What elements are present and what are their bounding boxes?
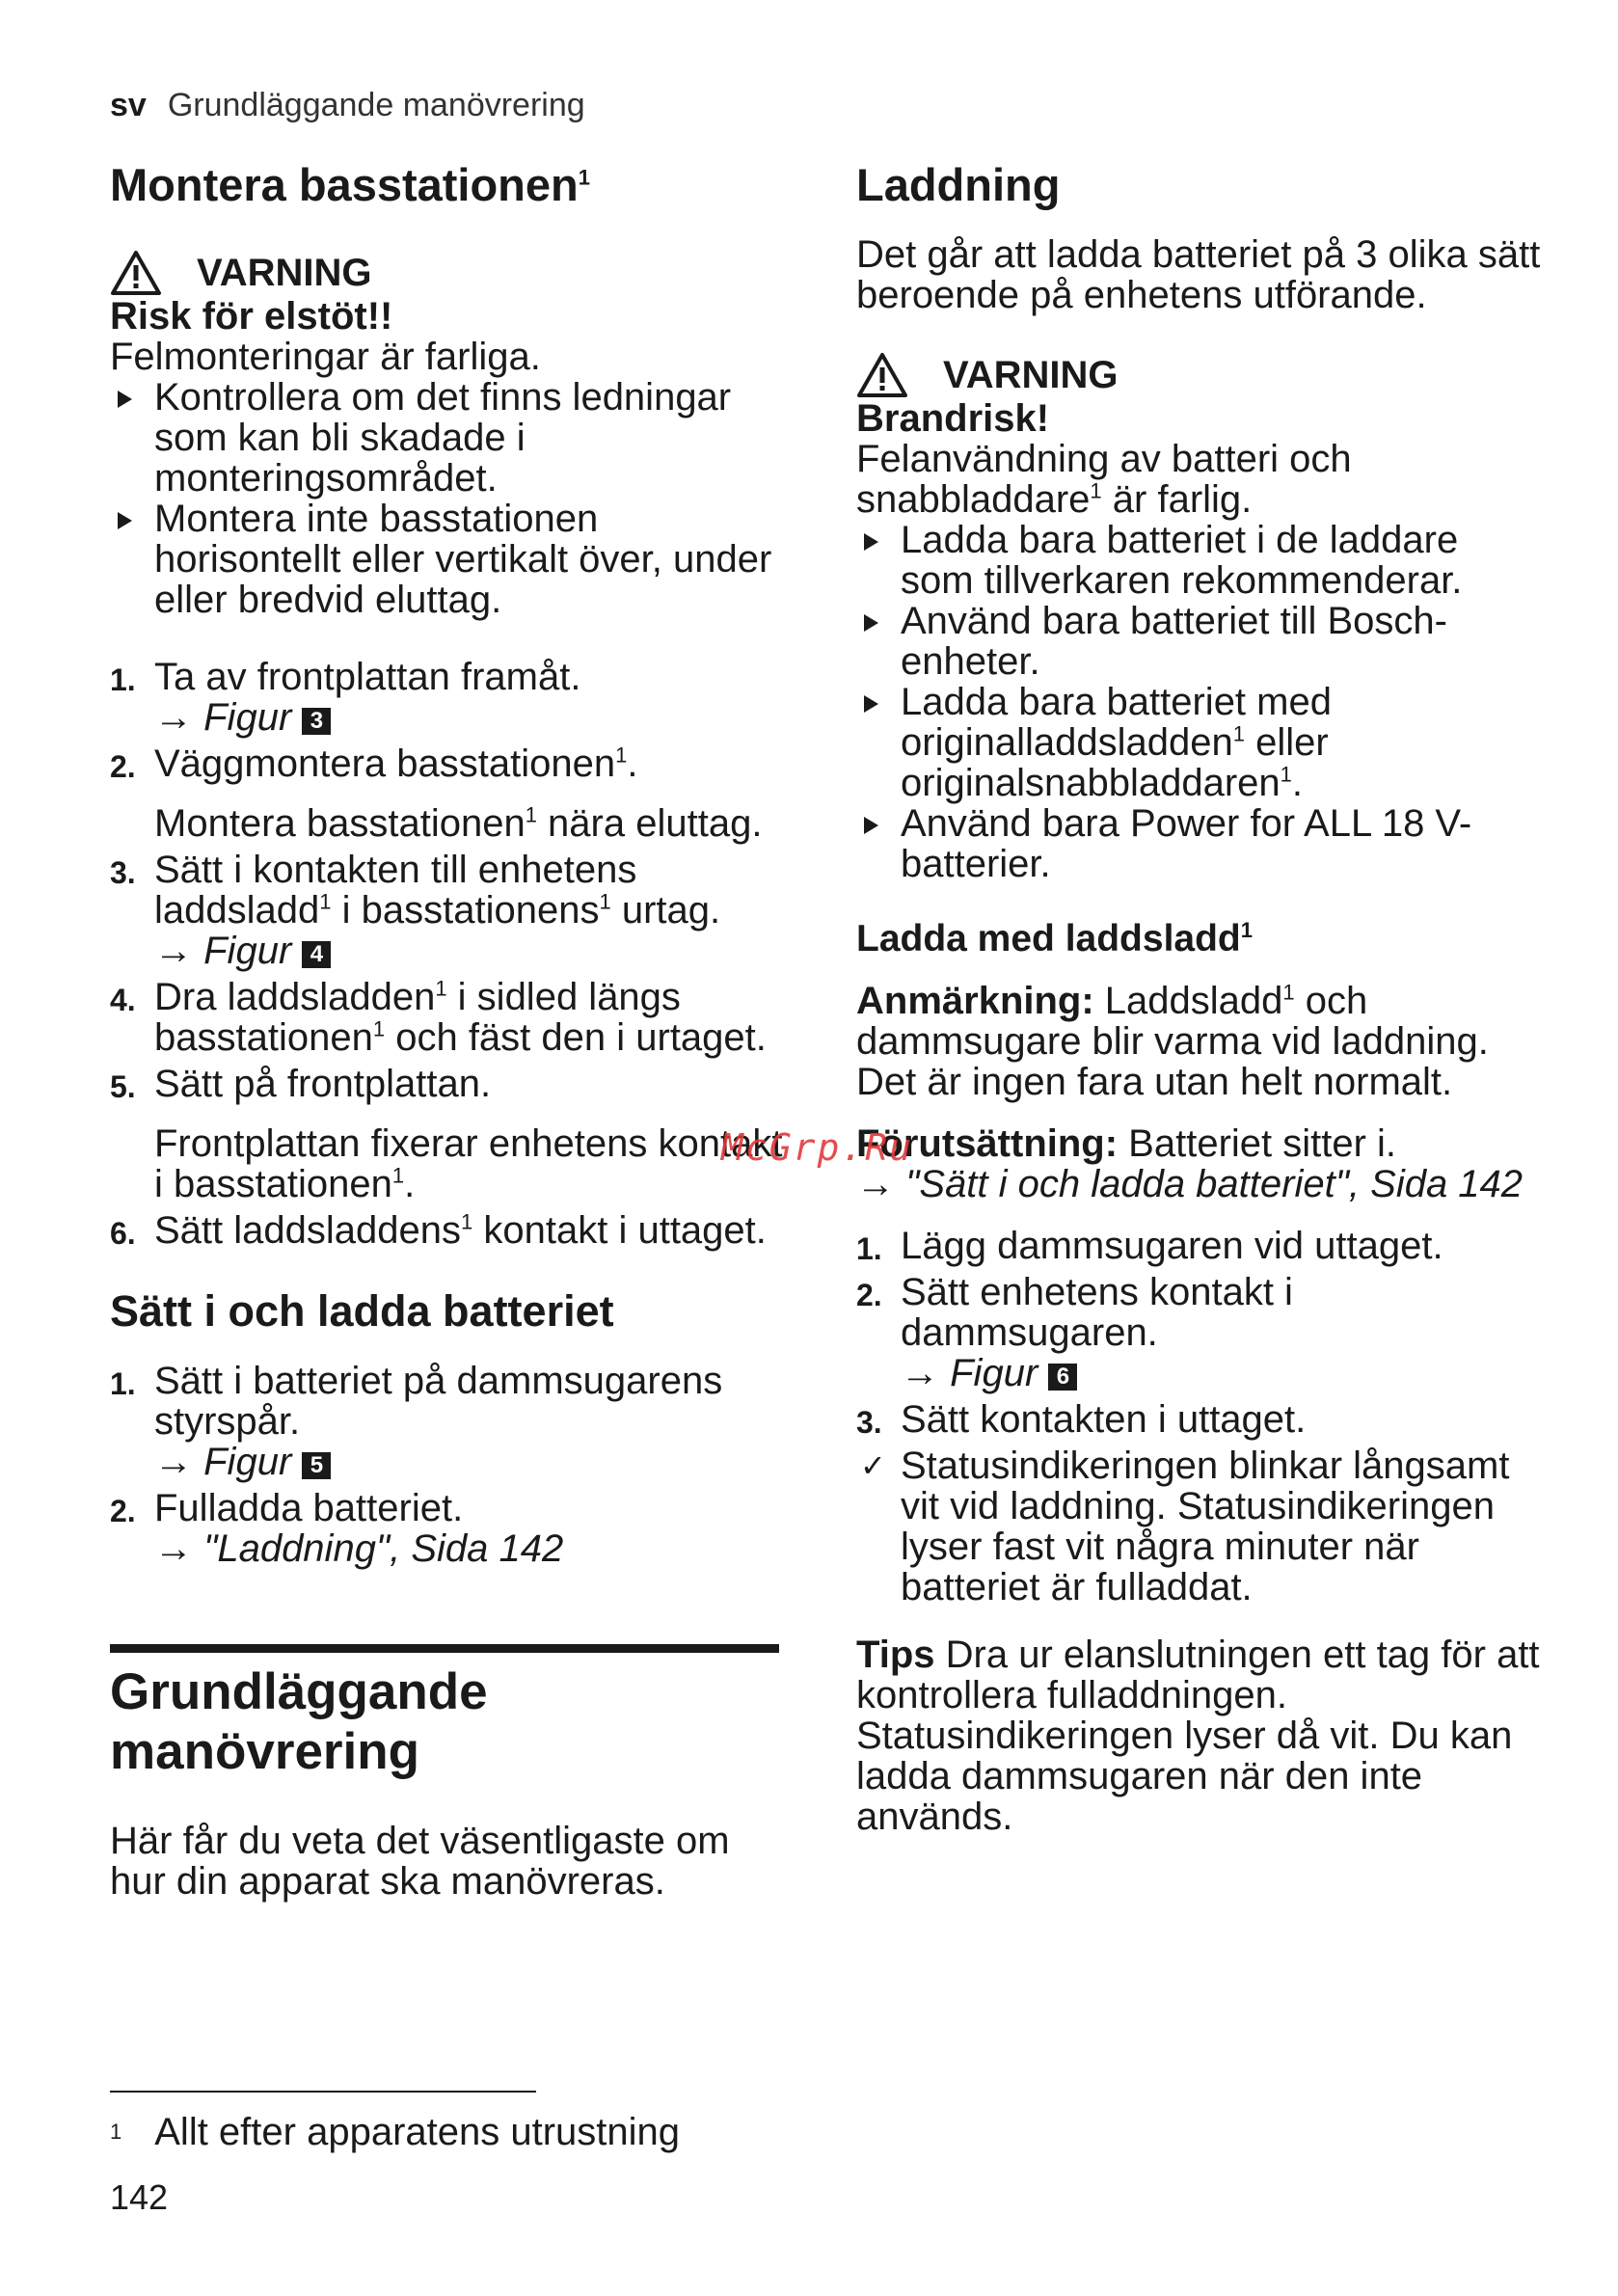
- list-item: Använd bara batteriet till Bosch-enheter.: [856, 601, 1541, 682]
- warning-heading: [856, 352, 1541, 398]
- figure-number-badge: 6: [1048, 1364, 1077, 1391]
- step-item: 1. Lägg dammsugaren vid uttaget.: [856, 1225, 1443, 1267]
- warning-list: [856, 520, 1541, 884]
- result-item: ✓ Statusindikeringen blinkar långsamt vit vid laddning. Statusindikeringen lyser fast vit några minuter när batteriet är fulladdat.: [860, 1445, 1510, 1608]
- step-item: 2. Väggmontera basstationen$^1$. Montera basstationen$^1$ nära eluttag.: [110, 743, 785, 844]
- step-item: 1. Sätt i batteriet på dammsugarens styrspår. → Figur 5: [110, 1361, 785, 1482]
- figure-number-badge: 4: [302, 941, 331, 968]
- triangle-bullet-icon: [118, 391, 132, 408]
- step-item: 6. Sätt laddsladdens$^1$ kontakt i uttaget.: [110, 1209, 767, 1252]
- left-column: [110, 159, 785, 1902]
- list-item: Ladda bara batteriet med originalladdsladden$^1$ eller originalsnabbladdaren$^1$.: [856, 682, 1541, 803]
- cable-steps: [856, 1226, 1541, 1607]
- section-title-charging: Laddning: [856, 159, 1061, 210]
- warning-label: VARNING: [943, 354, 1119, 396]
- list-item: Använd bara Power for ALL 18 V-batterier.: [856, 803, 1541, 884]
- risk-text: Brandrisk!: [856, 397, 1050, 440]
- triangle-bullet-icon: [864, 533, 878, 551]
- figure-reference[interactable]: → Figur 6: [901, 1353, 1541, 1393]
- insert-steps: [110, 1361, 785, 1569]
- footnote: $^1$ Allt efter apparatens utrustning: [110, 2111, 681, 2153]
- chapter-title: Grundläggande manövrering: [167, 87, 585, 123]
- page-number: 142: [110, 2177, 169, 2217]
- figure-reference[interactable]: → Figur 5: [154, 1442, 785, 1482]
- step-item: 1. Ta av frontplattan framåt. → Figur 3: [110, 657, 785, 738]
- language-code: sv: [110, 87, 147, 123]
- step-note: Montera basstationen$^1$ nära eluttag.: [154, 802, 763, 845]
- tips-paragraph: Tips Dra ur elanslutningen ett tag för att kontrollera fulladdningen. Statusindikeringen lyser då vit. Du kan ladda dammsugaren när den inte används.: [856, 1634, 1540, 1838]
- charging-intro: Det går att ladda batteriet på 3 olika sätt beroende på enhetens utförande.: [856, 233, 1541, 316]
- chapter-heading: Grundläggande manövrering: [110, 1663, 488, 1780]
- warning-intro: Felmonteringar är farliga.: [110, 336, 541, 378]
- list-item: Kontrollera om det finns ledningar som kan bli skadade i monteringsområdet.: [110, 377, 785, 499]
- warning-icon: [856, 352, 908, 398]
- chapter-divider: [110, 1644, 779, 1653]
- step-item: 4. Dra laddsladden$^1$ i sidled längs basstationen$^1$ och fäst den i urtaget.: [110, 976, 767, 1059]
- list-item: Ladda bara batteriet i de laddare som tillverkaren rekommenderar.: [856, 520, 1541, 601]
- section-title-cable: Ladda med laddsladd$^1$: [856, 918, 1253, 959]
- warning-icon: [110, 250, 162, 296]
- warning-list: [110, 377, 785, 620]
- prerequisite-paragraph: Förutsättning: Batteriet sitter i.: [856, 1122, 1397, 1165]
- figure-reference[interactable]: → Figur 3: [154, 697, 785, 738]
- step-item: 2. Sätt enhetens kontakt i dammsugaren. → Figur 6: [856, 1272, 1541, 1393]
- list-item: Montera inte basstationen horisontellt eller vertikalt över, under eller bredvid eluttag.: [110, 499, 785, 620]
- step-item: 3. Sätt kontakten i uttaget.: [856, 1398, 1307, 1441]
- figure-number-badge: 3: [302, 708, 331, 735]
- triangle-bullet-icon: [864, 817, 878, 834]
- chapter-intro: Här får du veta det väsentligaste om hur din apparat ska manövreras.: [110, 1820, 730, 1903]
- footnote-divider: [110, 2091, 536, 2093]
- right-column: [856, 159, 1541, 1837]
- warning-heading: [110, 250, 785, 296]
- step-note: Frontplattan fixerar enhetens kontakt i basstationen$^1$.: [154, 1122, 783, 1205]
- warning-intro: Felanvändning av batteri och snabbladdare$^1$ är farlig.: [856, 438, 1352, 521]
- check-icon: ✓: [860, 1448, 886, 1483]
- page-reference-link[interactable]: → "Sätt i och ladda batteriet", Sida 142: [856, 1163, 1524, 1205]
- warning-label: VARNING: [197, 252, 372, 294]
- mount-steps: [110, 657, 785, 1251]
- watermark: McGrp.Ru: [721, 1126, 914, 1169]
- step-item: 3. Sätt i kontakten till enhetens laddsladd$^1$ i basstationens$^1$ urtag. → Figur 4: [110, 850, 785, 971]
- section-title-insert: Sätt i och ladda batteriet: [110, 1286, 614, 1336]
- section-title-mount: Montera basstationen$^1$: [110, 159, 590, 210]
- step-item: 5. Sätt på frontplattan. Frontplattan fixerar enhetens kontakt i basstationen$^1$.: [110, 1064, 785, 1204]
- triangle-bullet-icon: [864, 614, 878, 632]
- step-item: 2. Fulladda batteriet. → "Laddning", Sida 142: [110, 1488, 785, 1569]
- figure-number-badge: 5: [302, 1452, 331, 1479]
- figure-reference[interactable]: → Figur 4: [154, 931, 785, 971]
- triangle-bullet-icon: [864, 695, 878, 713]
- risk-text: Risk för elstöt!!: [110, 295, 393, 338]
- page-header: [110, 87, 585, 124]
- note-paragraph: Anmärkning: Laddsladd$^1$ och dammsugare blir varma vid laddning. Det är ingen fara utan helt normalt.: [856, 980, 1489, 1103]
- triangle-bullet-icon: [118, 512, 132, 529]
- page-reference-link[interactable]: → "Laddning", Sida 142: [154, 1527, 564, 1570]
